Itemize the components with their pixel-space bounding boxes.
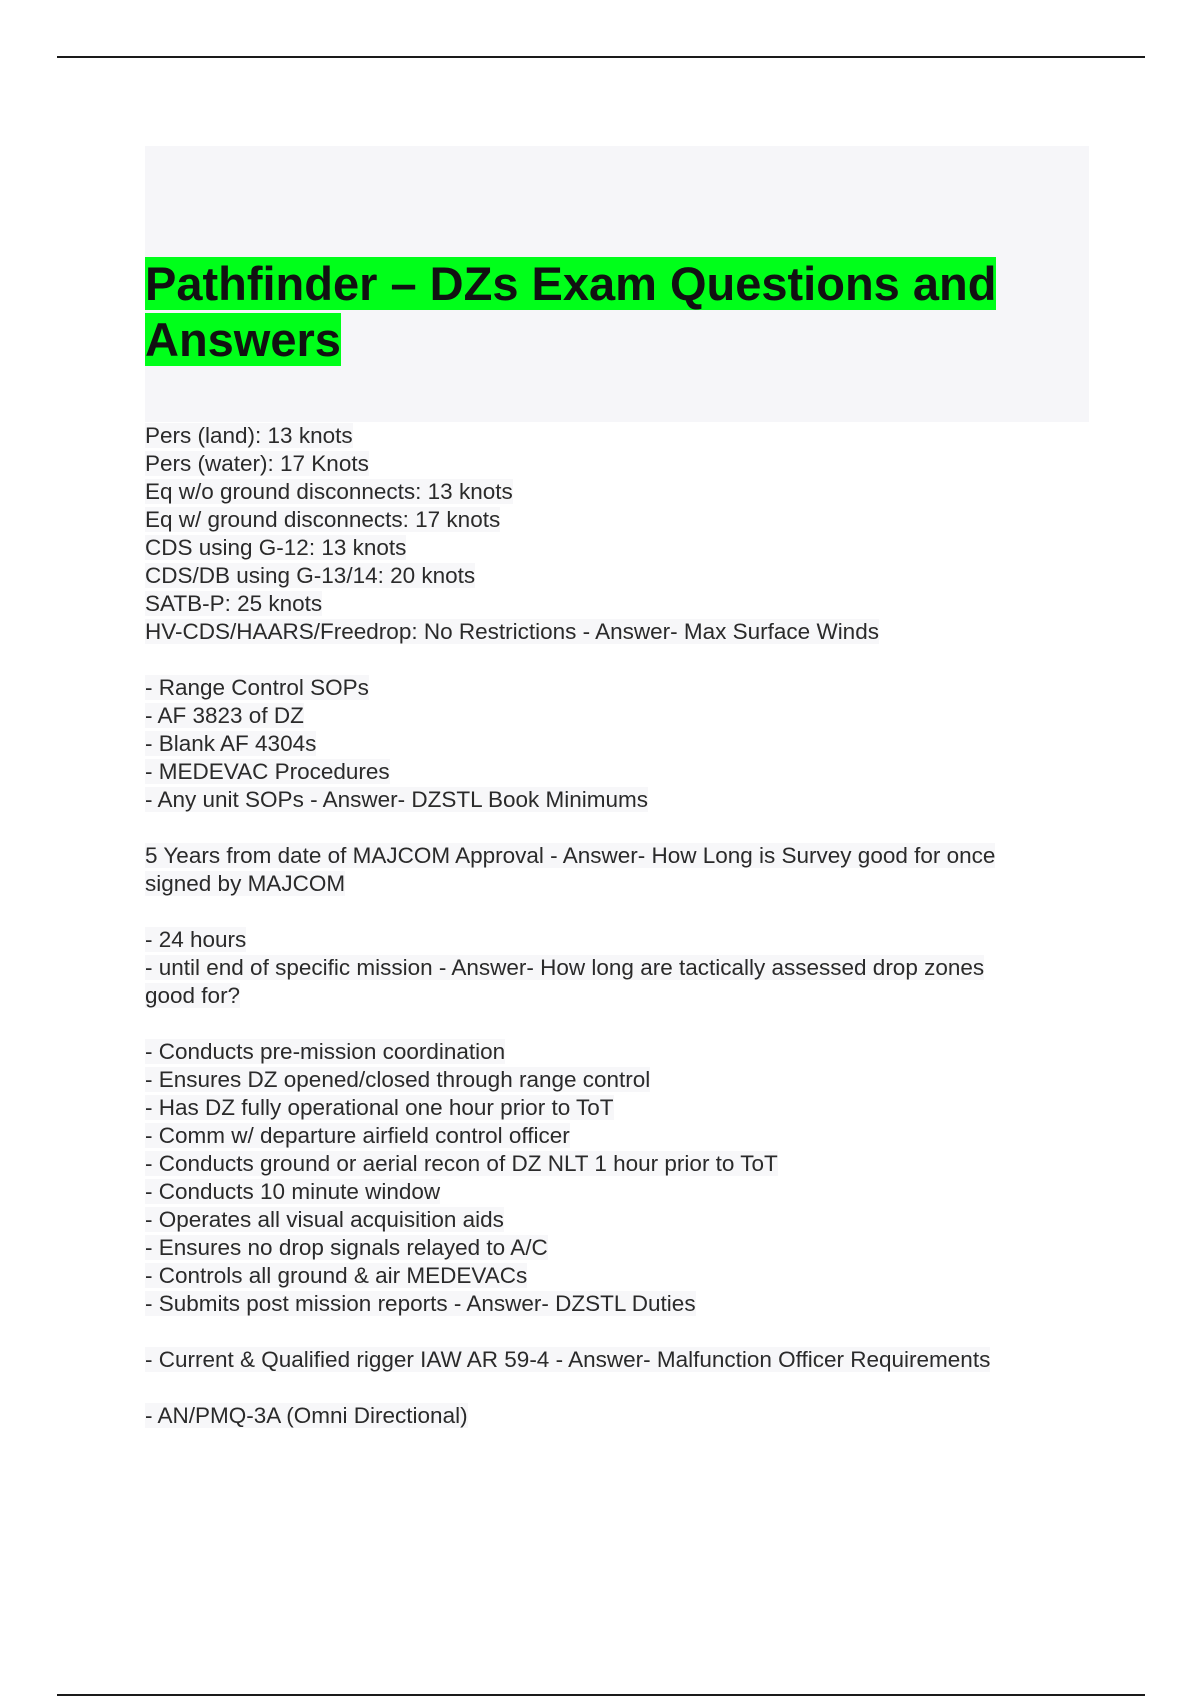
top-rule — [57, 56, 1145, 58]
qa-line — [145, 590, 1089, 618]
qa-block — [145, 1346, 1089, 1374]
qa-line — [145, 1290, 1089, 1318]
qa-line — [145, 1262, 1089, 1290]
qa-line — [145, 1066, 1089, 1094]
qa-line — [145, 478, 1089, 506]
qa-line — [145, 1094, 1089, 1122]
qa-line-text: Eq w/o ground disconnects: 13 knots — [145, 479, 513, 504]
qa-line — [145, 702, 1089, 730]
qa-line — [145, 674, 1089, 702]
qa-block — [145, 422, 1089, 646]
qa-line-text: Pers (water): 17 Knots — [145, 451, 369, 476]
qa-line-text: - Has DZ fully operational one hour prior to ToT — [145, 1095, 614, 1120]
qa-line — [145, 842, 1089, 870]
document-title — [145, 256, 1045, 368]
qa-line — [145, 786, 1089, 814]
qa-line-text: - Current & Qualified rigger IAW AR 59-4 - Answer- Malfunction Officer Requirements — [145, 1347, 991, 1372]
qa-block — [145, 1038, 1089, 1318]
qa-line-text: Pers (land): 13 knots — [145, 423, 353, 448]
qa-line-text: - MEDEVAC Procedures — [145, 759, 390, 784]
qa-line — [145, 758, 1089, 786]
qa-line-text: - Any unit SOPs - Answer- DZSTL Book Minimums — [145, 787, 649, 812]
qa-line — [145, 870, 1089, 898]
qa-line-text: - Conducts pre-mission coordination — [145, 1039, 506, 1064]
qa-line — [145, 926, 1089, 954]
qa-block — [145, 926, 1089, 1010]
qa-line — [145, 506, 1089, 534]
qa-block — [145, 1402, 1089, 1430]
qa-line-text: - Operates all visual acquisition aids — [145, 1207, 504, 1232]
qa-line — [145, 982, 1089, 1010]
qa-line-text: - Blank AF 4304s — [145, 731, 317, 756]
qa-line-text: - Controls all ground & air MEDEVACs — [145, 1263, 528, 1288]
qa-block — [145, 842, 1089, 898]
qa-line-text: - Conducts ground or aerial recon of DZ NLT 1 hour prior to ToT — [145, 1151, 778, 1176]
qa-line — [145, 618, 1089, 646]
qa-line-text: Eq w/ ground disconnects: 17 knots — [145, 507, 501, 532]
qa-line — [145, 1038, 1089, 1066]
qa-line — [145, 1122, 1089, 1150]
qa-line-text: CDS/DB using G-13/14: 20 knots — [145, 563, 476, 588]
title-highlight: Pathfinder – DZs Exam Questions and Answers — [145, 257, 997, 366]
qa-line-text: - Comm w/ departure airfield control officer — [145, 1123, 570, 1148]
qa-line-text: HV-CDS/HAARS/Freedrop: No Restrictions - Answer- Max Surface Winds — [145, 619, 879, 644]
qa-line — [145, 1206, 1089, 1234]
bottom-rule — [57, 1694, 1145, 1696]
qa-line-text: - Conducts 10 minute window — [145, 1179, 441, 1204]
qa-line — [145, 534, 1089, 562]
qa-line — [145, 562, 1089, 590]
qa-line — [145, 954, 1089, 982]
qa-line — [145, 730, 1089, 758]
qa-line-text: CDS using G-12: 13 knots — [145, 535, 407, 560]
qa-block — [145, 674, 1089, 814]
title-band — [145, 146, 1089, 422]
qa-line-text: signed by MAJCOM — [145, 871, 346, 896]
qa-line — [145, 1402, 1089, 1430]
qa-line-text: - Ensures no drop signals relayed to A/C — [145, 1235, 548, 1260]
qa-line — [145, 1178, 1089, 1206]
qa-line — [145, 1346, 1089, 1374]
qa-line — [145, 450, 1089, 478]
qa-line-text: good for? — [145, 983, 241, 1008]
qa-line-text: - Ensures DZ opened/closed through range control — [145, 1067, 651, 1092]
qa-line-text: - Range Control SOPs — [145, 675, 369, 700]
qa-line-text: - AF 3823 of DZ — [145, 703, 304, 728]
qa-line-text: 5 Years from date of MAJCOM Approval - Answer- How Long is Survey good for once — [145, 843, 996, 868]
qa-list — [145, 422, 1089, 1430]
qa-line — [145, 1150, 1089, 1178]
qa-line-text: SATB-P: 25 knots — [145, 591, 323, 616]
qa-line-text: - AN/PMQ-3A (Omni Directional) — [145, 1403, 468, 1428]
qa-line — [145, 1234, 1089, 1262]
qa-line-text: - Submits post mission reports - Answer- DZSTL Duties — [145, 1291, 696, 1316]
qa-line-text: - 24 hours — [145, 927, 247, 952]
document-body — [145, 146, 1089, 1458]
qa-line-text: - until end of specific mission - Answer- How long are tactically assessed drop zones — [145, 955, 985, 980]
qa-line — [145, 422, 1089, 450]
